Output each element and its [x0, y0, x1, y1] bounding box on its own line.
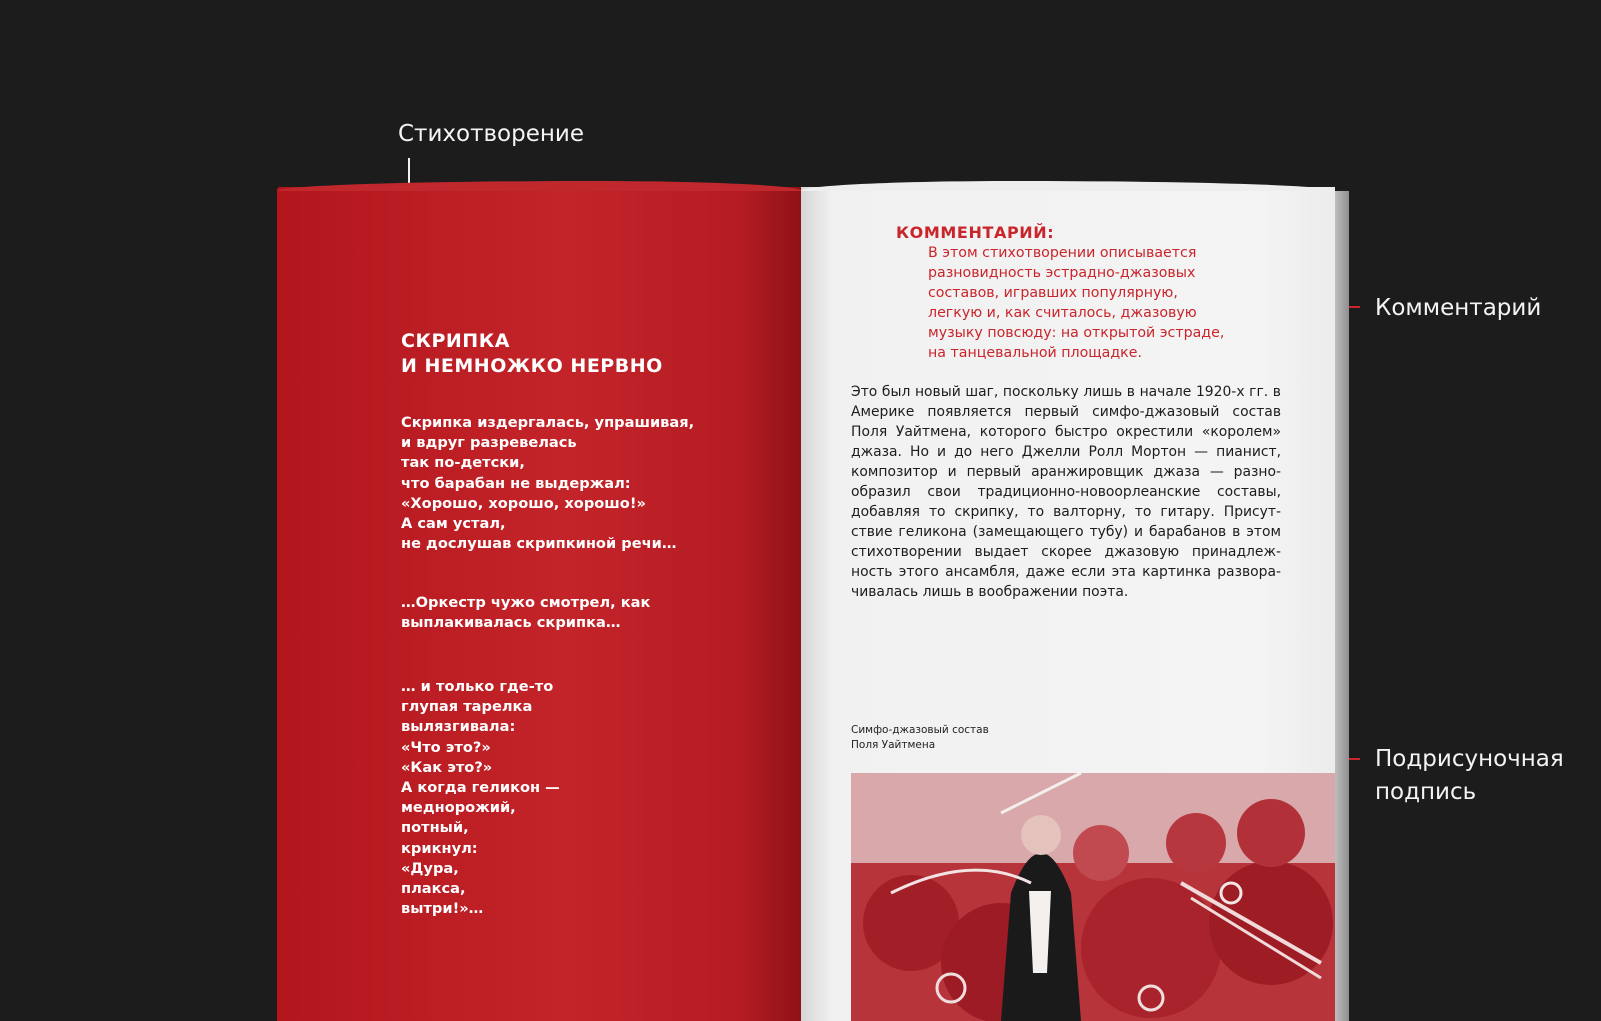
- callout-caption-label: [1375, 743, 1585, 809]
- body-text: Это был новый шаг, поскольку лишь в начале 1920-х гг. в Америке появляется первый симфо-джазовый состав Поля Уайтмена, которого быстро окрестили «королем» джаза. Но и до него Джелли Ролл Мортон — пианист, композитор и первый аранжировщик джаза — разно-образил свои традиционно-новоорлеанские составы, добавляя то скрипку, то валторну, то гитару. Присут-ствие геликона (замещающего тубу) и барабанов в этом стихотворении выдает скорее джазовую принадлеж-ность этого ансамбля, даже если эта картинка развора-чивалась лишь в воображении поэта.: [851, 384, 1281, 600]
- open-booklet: [277, 183, 1349, 1021]
- callout-caption-line1: Подрисуночная: [1375, 746, 1564, 772]
- page-stack-edge: [1335, 191, 1349, 1021]
- poem-stanza-1: Скрипка издергалась, упрашивая, и вдруг разревелась так по-детски, что барабан не выдержал: «Хорошо, хорошо, хорошо!» А сам устал, не дослушав скрипкиной речи…: [401, 414, 695, 553]
- poem-title: СКРИПКА И НЕМНОЖКО НЕРВНО: [401, 330, 663, 377]
- poem-stanza-3: … и только где-то глупая тарелка вылязгивала: «Что это?» «Как это?» А когда геликон — меднорожий, потный, крикнул: «Дура, плакса, вытри!»…: [401, 678, 560, 918]
- callout-caption-line2: подпись: [1375, 779, 1477, 805]
- left-page: [277, 187, 801, 1021]
- callout-comment-label: Комментарий: [1375, 295, 1542, 321]
- orchestra-photo: [851, 773, 1335, 1021]
- comment-heading: КОММЕНТАРИЙ:: [896, 223, 1055, 242]
- comment-text: В этом стихотворении описывается разновидность эстрадно-джазовых составов, игравших популярную, легкую и, как считалось, джазовую музыку повсюду: на открытой эстраде, на танцевальной площадке.: [928, 245, 1225, 361]
- figure-caption: Симфо-джазовый состав Поля Уайтмена: [851, 724, 989, 751]
- callout-poem-label: Стихотворение: [398, 121, 584, 147]
- orchestra-photo-illustration: [851, 773, 1335, 1021]
- poem-stanza-2: …Оркестр чужо смотрел, как выплакивалась скрипка…: [401, 594, 651, 632]
